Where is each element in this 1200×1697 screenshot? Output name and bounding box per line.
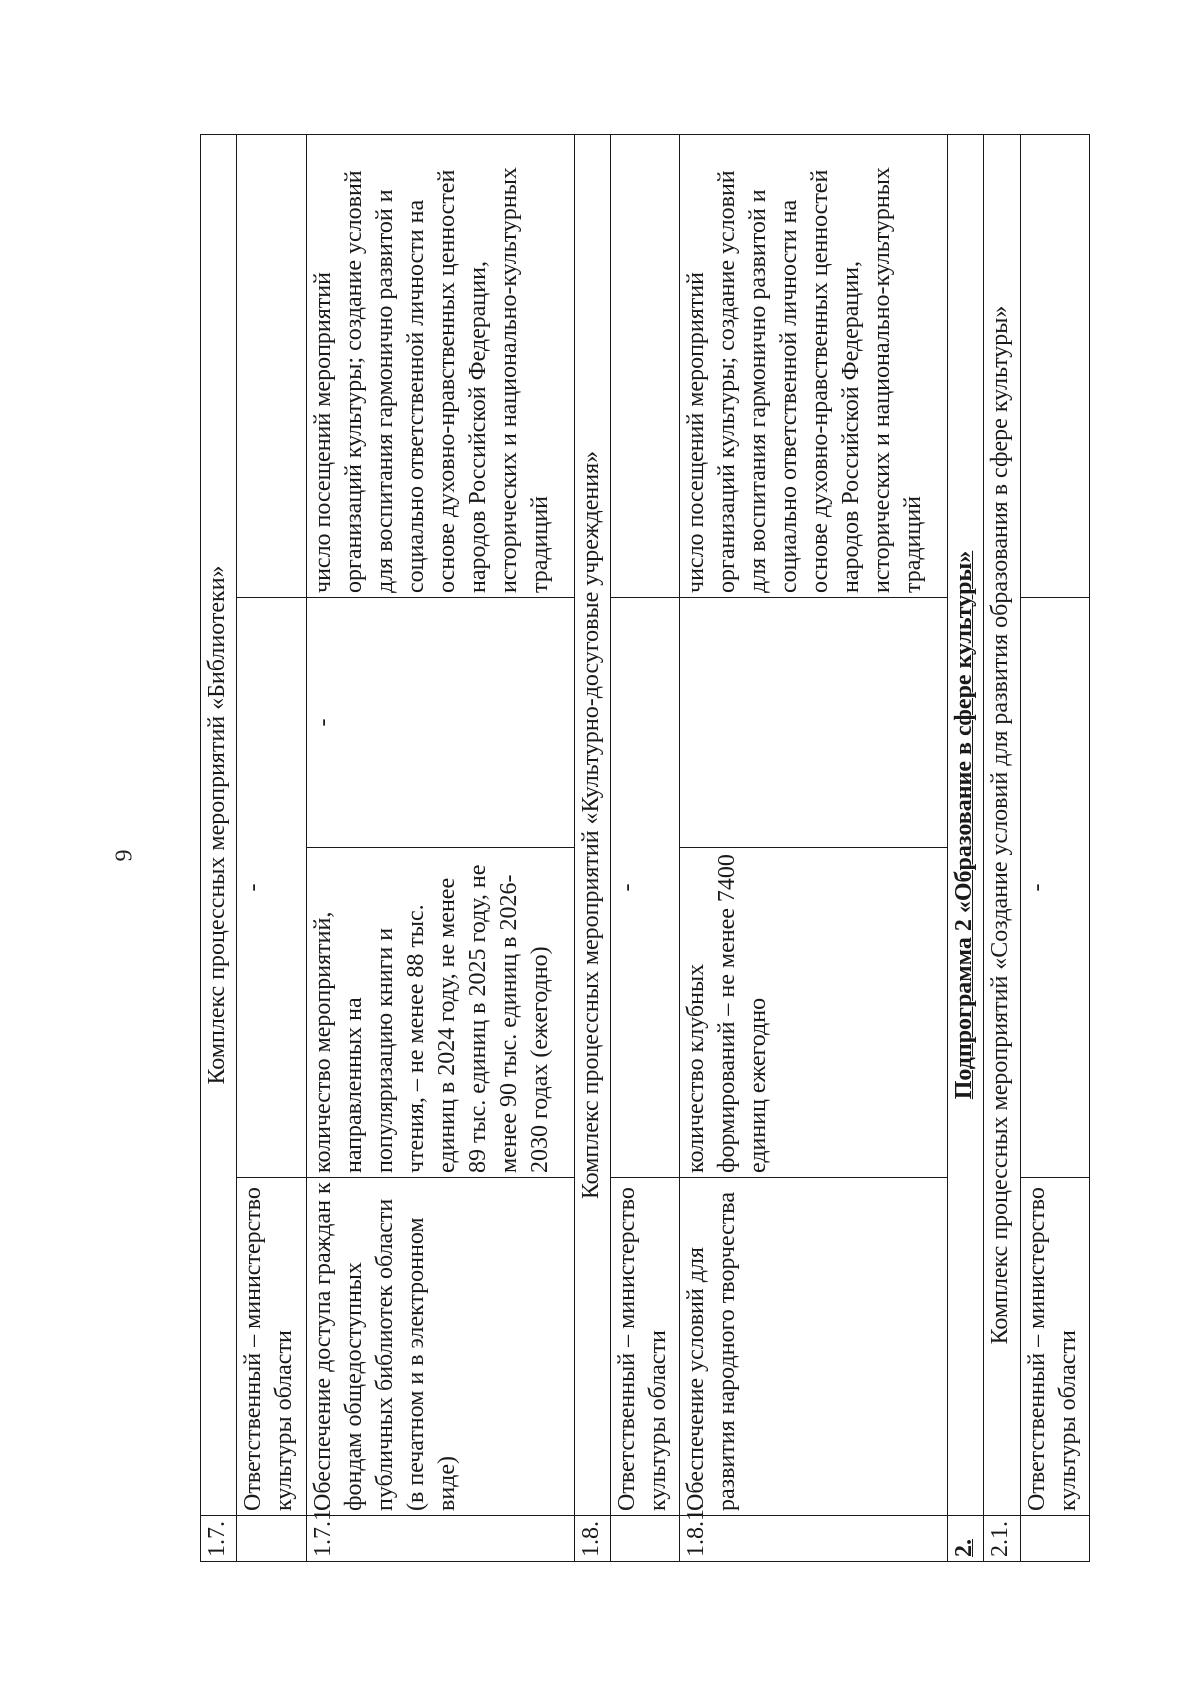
table-row xyxy=(984,134,1020,1561)
task-result: число посещений мероприятий организаций культуры; создание условий для воспитания гармонично развитой и социально ответственной личности на основе духовно-нравственных ценностей народов Российской Федерации, исторических и национально-культурных традиций xyxy=(680,134,948,597)
row-number: 2.1. xyxy=(984,1516,1020,1562)
dash-cell: - xyxy=(610,598,679,1178)
section-heading: Комплекс процессных мероприятий «Библиотеки» xyxy=(201,134,237,1515)
responsible-cell: Ответственный – министерство культуры области xyxy=(610,1178,679,1516)
empty-cell xyxy=(1020,134,1089,597)
row-number: 1.7. xyxy=(201,1516,237,1562)
row-number: 1.7.1. xyxy=(306,1516,574,1562)
row-number: 1.8.1. xyxy=(680,1516,948,1562)
section-heading: Комплекс процессных мероприятий «Создание условий для развития образования в сфере культуры» xyxy=(984,134,1020,1515)
empty-cell xyxy=(237,134,306,597)
dash-cell xyxy=(680,598,948,848)
rotated-page-content xyxy=(200,135,1090,1562)
row-number xyxy=(237,1516,306,1562)
table-row xyxy=(1020,134,1089,1561)
row-number xyxy=(610,1516,679,1562)
task-indicator: количество мероприятий, направленных на популяризацию книги и чтения, – не менее 88 тыс. единиц в 2024 году, не менее 89 тыс. единиц в 2025 году, не менее 90 тыс. единиц в 2026-2030 годах (ежегодно) xyxy=(306,848,574,1178)
table-row xyxy=(948,134,984,1561)
measures-table xyxy=(200,134,1090,1562)
task-description: Обеспечение доступа граждан к фондам общедоступных публичных библиотек области (в печатном и в электронном виде) xyxy=(306,1178,574,1516)
task-indicator: количество клубных формирований – не менее 7400 единиц ежегодно xyxy=(680,848,948,1178)
row-number: 2. xyxy=(948,1516,984,1562)
row-number xyxy=(1020,1516,1089,1562)
dash-cell: - xyxy=(1020,598,1089,1178)
responsible-cell: Ответственный – министерство культуры области xyxy=(237,1178,306,1516)
dash-cell: - xyxy=(237,598,306,1178)
responsible-cell: Ответственный – министерство культуры области xyxy=(1020,1178,1089,1516)
subprogram-title: Подпрограмма 2 «Образование в сфере культуры» xyxy=(948,134,984,1515)
section-heading: Комплекс процессных мероприятий «Культурно-досуговые учреждения» xyxy=(574,134,610,1515)
task-result: число посещений мероприятий организаций культуры; создание условий для воспитания гармонично развитой и социально ответственной личности на основе духовно-нравственных ценностей народов Российской Федерации, исторических и национально-культурных традиций xyxy=(306,134,574,597)
table-row xyxy=(680,134,948,1561)
table-row xyxy=(237,134,306,1561)
dash-cell: - xyxy=(306,598,574,848)
empty-cell xyxy=(610,134,679,597)
table-row xyxy=(306,134,574,1561)
table-row xyxy=(574,134,610,1561)
table-row xyxy=(610,134,679,1561)
row-number: 1.8. xyxy=(574,1516,610,1562)
task-description: Обеспечение условий для развития народного творчества xyxy=(680,1178,948,1516)
page-number: 9 xyxy=(111,849,138,862)
table-row xyxy=(201,134,237,1561)
